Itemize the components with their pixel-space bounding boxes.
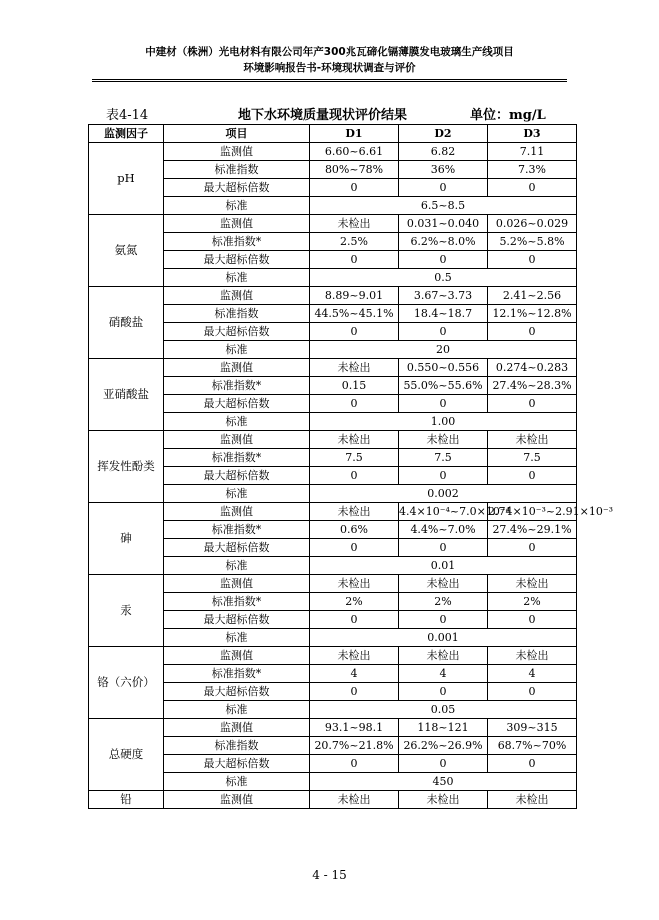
d2-value-cell: 未检出	[399, 791, 488, 809]
standard-value-cell: 0.5	[310, 269, 577, 287]
column-header: 监测因子	[89, 125, 164, 143]
table-body	[89, 143, 614, 809]
d2-value-cell: 未检出	[399, 647, 488, 665]
d2-value-cell: 6.2%~8.0%	[399, 233, 488, 251]
d1-value-cell: 4	[310, 665, 399, 683]
d2-value-cell: 0.550~0.556	[399, 359, 488, 377]
d2-value-cell: 0.031~0.040	[399, 215, 488, 233]
d3-value-cell: 5.2%~5.8%	[488, 233, 577, 251]
item-cell: 最大超标倍数	[164, 251, 310, 269]
d1-value-cell: 0	[310, 683, 399, 701]
table-row	[89, 647, 577, 665]
standard-label-cell: 标准	[164, 485, 310, 503]
table-number: 表4-14	[106, 108, 149, 123]
d3-value-cell: 未检出	[488, 431, 577, 449]
item-cell: 最大超标倍数	[164, 755, 310, 773]
d3-value-cell: 未检出	[488, 575, 577, 593]
groundwater-quality-table	[88, 124, 614, 809]
item-cell: 标准指数*	[164, 377, 310, 395]
item-cell: 标准指数*	[164, 665, 310, 683]
standard-value-cell: 1.00	[310, 413, 577, 431]
table-unit: 单位：mg/L	[470, 108, 546, 123]
factor-cell: 总硬度	[89, 719, 164, 791]
d3-value-cell: 27.4%~28.3%	[488, 377, 577, 395]
d3-value-cell: 27.4%~29.1%	[488, 521, 577, 539]
d2-value-cell: 3.67~3.73	[399, 287, 488, 305]
standard-label-cell: 标准	[164, 629, 310, 647]
d2-value-cell: 4.4×10⁻⁴~7.0×10⁻⁴	[399, 503, 488, 521]
item-cell: 监测值	[164, 359, 310, 377]
d3-value-cell: 0.026~0.029	[488, 215, 577, 233]
d1-value-cell: 0.15	[310, 377, 399, 395]
standard-value-cell: 0.001	[310, 629, 577, 647]
standard-value-cell: 0.002	[310, 485, 577, 503]
factor-cell: 铬（六价）	[89, 647, 164, 719]
page-number: 4 - 15	[312, 868, 347, 882]
d1-value-cell: 0	[310, 539, 399, 557]
factor-cell: 硝酸盐	[89, 287, 164, 359]
standard-label-cell: 标准	[164, 269, 310, 287]
d2-value-cell: 0	[399, 755, 488, 773]
d1-value-cell: 7.5	[310, 449, 399, 467]
table-row	[89, 575, 577, 593]
d2-value-cell: 55.0%~55.6%	[399, 377, 488, 395]
item-cell: 标准指数*	[164, 521, 310, 539]
item-cell: 监测值	[164, 287, 310, 305]
item-cell: 最大超标倍数	[164, 611, 310, 629]
item-cell: 标准指数	[164, 161, 310, 179]
factor-cell: pH	[89, 143, 164, 215]
item-cell: 标准指数	[164, 737, 310, 755]
d3-value-cell: 0	[488, 755, 577, 773]
d1-value-cell: 8.89~9.01	[310, 287, 399, 305]
item-cell: 最大超标倍数	[164, 467, 310, 485]
header-line-2: 环境影响报告书-环境现状调查与评价	[243, 62, 416, 74]
d1-value-cell: 0	[310, 179, 399, 197]
d1-value-cell: 0	[310, 395, 399, 413]
column-header: D1	[310, 125, 399, 143]
d3-value-cell: 0	[488, 611, 577, 629]
factor-cell: 砷	[89, 503, 164, 575]
d3-value-cell: 12.1%~12.8%	[488, 305, 577, 323]
d2-value-cell: 6.82	[399, 143, 488, 161]
header-rule	[92, 79, 567, 82]
item-cell: 监测值	[164, 143, 310, 161]
column-header: 项目	[164, 125, 310, 143]
d2-value-cell: 未检出	[399, 431, 488, 449]
d1-value-cell: 未检出	[310, 431, 399, 449]
item-cell: 标准指数	[164, 305, 310, 323]
d2-value-cell: 4.4%~7.0%	[399, 521, 488, 539]
factor-cell: 亚硝酸盐	[89, 359, 164, 431]
d1-value-cell: 6.60~6.61	[310, 143, 399, 161]
standard-value-cell: 0.01	[310, 557, 577, 575]
d2-value-cell: 36%	[399, 161, 488, 179]
d1-value-cell: 0.6%	[310, 521, 399, 539]
header-line-1: 中建材（株洲）光电材料有限公司年产300兆瓦碲化镉薄膜发电玻璃生产线项目	[145, 46, 514, 58]
d1-value-cell: 2.5%	[310, 233, 399, 251]
d1-value-cell: 未检出	[310, 575, 399, 593]
d2-value-cell: 0	[399, 539, 488, 557]
item-cell: 最大超标倍数	[164, 683, 310, 701]
d2-value-cell: 0	[399, 179, 488, 197]
d1-value-cell: 0	[310, 251, 399, 269]
d3-value-cell: 309~315	[488, 719, 577, 737]
d3-value-cell: 0.274~0.283	[488, 359, 577, 377]
d3-value-cell: 0	[488, 179, 577, 197]
standard-label-cell: 标准	[164, 413, 310, 431]
item-cell: 监测值	[164, 647, 310, 665]
d3-value-cell: 0	[488, 683, 577, 701]
item-cell: 最大超标倍数	[164, 539, 310, 557]
table-title: 地下水环境质量现状评价结果	[238, 108, 408, 123]
table-row	[89, 791, 577, 809]
d3-value-cell: 2.74×10⁻³~2.91×10⁻³	[488, 503, 577, 521]
d2-value-cell: 7.5	[399, 449, 488, 467]
item-cell: 标准指数*	[164, 449, 310, 467]
d2-value-cell: 26.2%~26.9%	[399, 737, 488, 755]
d1-value-cell: 未检出	[310, 503, 399, 521]
table-row	[89, 359, 577, 377]
d3-value-cell: 未检出	[488, 791, 577, 809]
d3-value-cell: 0	[488, 539, 577, 557]
d3-value-cell: 4	[488, 665, 577, 683]
d2-value-cell: 118~121	[399, 719, 488, 737]
item-cell: 监测值	[164, 791, 310, 809]
table-row	[89, 431, 577, 449]
table-header-row	[89, 125, 577, 143]
factor-cell: 挥发性酚类	[89, 431, 164, 503]
d2-value-cell: 0	[399, 395, 488, 413]
d1-value-cell: 44.5%~45.1%	[310, 305, 399, 323]
d3-value-cell: 2%	[488, 593, 577, 611]
d1-value-cell: 未检出	[310, 647, 399, 665]
d3-value-cell: 7.5	[488, 449, 577, 467]
standard-value-cell: 450	[310, 773, 577, 791]
standard-label-cell: 标准	[164, 557, 310, 575]
table-row	[89, 719, 577, 737]
document-header	[0, 44, 659, 76]
d3-value-cell: 0	[488, 323, 577, 341]
factor-cell: 氨氮	[89, 215, 164, 287]
item-cell: 监测值	[164, 719, 310, 737]
d3-value-cell: 7.3%	[488, 161, 577, 179]
standard-value-cell: 20	[310, 341, 577, 359]
d1-value-cell: 未检出	[310, 791, 399, 809]
item-cell: 监测值	[164, 431, 310, 449]
item-cell: 最大超标倍数	[164, 179, 310, 197]
standard-value-cell: 6.5~8.5	[310, 197, 577, 215]
item-cell: 监测值	[164, 575, 310, 593]
item-cell: 标准指数*	[164, 593, 310, 611]
d3-value-cell: 0	[488, 251, 577, 269]
d3-value-cell: 0	[488, 395, 577, 413]
factor-cell: 铅	[89, 791, 164, 809]
table-row	[89, 143, 577, 161]
table-row	[89, 503, 577, 521]
d1-value-cell: 93.1~98.1	[310, 719, 399, 737]
d1-value-cell: 未检出	[310, 215, 399, 233]
d2-value-cell: 2%	[399, 593, 488, 611]
d2-value-cell: 0	[399, 611, 488, 629]
d3-value-cell: 2.41~2.56	[488, 287, 577, 305]
d2-value-cell: 0	[399, 251, 488, 269]
d1-value-cell: 80%~78%	[310, 161, 399, 179]
d1-value-cell: 0	[310, 755, 399, 773]
d3-value-cell: 未检出	[488, 647, 577, 665]
item-cell: 最大超标倍数	[164, 323, 310, 341]
standard-value-cell: 0.05	[310, 701, 577, 719]
d1-value-cell: 2%	[310, 593, 399, 611]
d1-value-cell: 未检出	[310, 359, 399, 377]
d2-value-cell: 4	[399, 665, 488, 683]
d1-value-cell: 0	[310, 611, 399, 629]
d2-value-cell: 0	[399, 683, 488, 701]
standard-label-cell: 标准	[164, 197, 310, 215]
standard-label-cell: 标准	[164, 701, 310, 719]
d3-value-cell: 0	[488, 467, 577, 485]
table-row	[89, 215, 577, 233]
d2-value-cell: 0	[399, 323, 488, 341]
item-cell: 监测值	[164, 215, 310, 233]
column-header: D3	[488, 125, 577, 143]
table-row	[89, 287, 577, 305]
d1-value-cell: 0	[310, 467, 399, 485]
d2-value-cell: 未检出	[399, 575, 488, 593]
d3-value-cell: 7.11	[488, 143, 577, 161]
d2-value-cell: 18.4~18.7	[399, 305, 488, 323]
standard-label-cell: 标准	[164, 341, 310, 359]
item-cell: 最大超标倍数	[164, 395, 310, 413]
d1-value-cell: 20.7%~21.8%	[310, 737, 399, 755]
factor-cell: 汞	[89, 575, 164, 647]
item-cell: 标准指数*	[164, 233, 310, 251]
d2-value-cell: 0	[399, 467, 488, 485]
item-cell: 监测值	[164, 503, 310, 521]
column-header: D2	[399, 125, 488, 143]
d1-value-cell: 0	[310, 323, 399, 341]
d3-value-cell: 68.7%~70%	[488, 737, 577, 755]
standard-label-cell: 标准	[164, 773, 310, 791]
